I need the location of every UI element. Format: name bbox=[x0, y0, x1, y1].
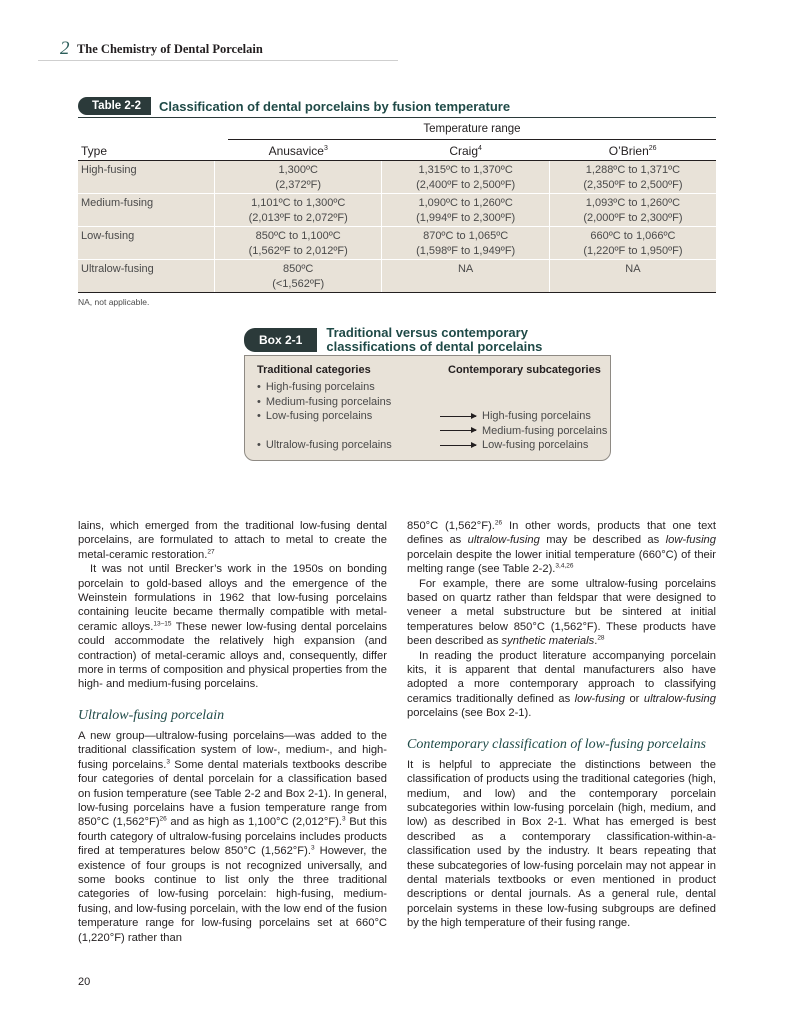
list-item bbox=[440, 424, 607, 439]
cell-line: 1,090ºC to 1,260ºC bbox=[418, 197, 513, 209]
cell-line: 870ºC to 1,065ºC bbox=[423, 230, 509, 242]
cell-line: 1,093ºC to 1,260ºC bbox=[585, 197, 681, 209]
cell-line: NA bbox=[625, 263, 641, 275]
list-item: • Medium-fusing porcelains bbox=[257, 395, 392, 410]
row-type: High-fusing bbox=[78, 161, 215, 194]
table-header-row bbox=[78, 140, 716, 161]
item-label: High-fusing porcelains bbox=[482, 410, 591, 422]
reference: 27 bbox=[207, 548, 215, 556]
cell-anusavice bbox=[215, 227, 382, 260]
reference: 26 bbox=[159, 815, 167, 823]
item-label: Low-fusing porcelains bbox=[482, 439, 589, 451]
text: may be described as bbox=[539, 534, 666, 547]
text: In other words, products that one text defines as bbox=[407, 520, 716, 547]
text: Some dental materials textbooks describe four categories of dental porcelain for a classification based on fusion temperature (see Table 2-2 and Box 2-1). In general, low-fusing porcelains have a fusion temperature range from 850°C (1,562°F) bbox=[78, 758, 387, 829]
contemporary-list bbox=[440, 409, 607, 453]
cell-line: 1,101ºC to 1,300ºC bbox=[251, 197, 346, 209]
reference: 28 bbox=[597, 634, 605, 642]
chapter-title: The Chemistry of Dental Porcelain bbox=[76, 42, 263, 56]
cell-line: 850ºC bbox=[283, 263, 314, 275]
text: For example, there are some ultralow-fusing porcelains based on quartz rather than feldspar that were designed to veneer a metal substructure but be sintered at initial temperatures below 850°C (1,562°F). These products have been described as bbox=[407, 577, 716, 648]
col-name: Craig bbox=[449, 144, 479, 158]
text: But this fourth category of ultralow-fusing porcelains includes products fired at temperatures below 850°C (1,562°F). bbox=[78, 816, 387, 858]
cell-line: 850ºC to 1,100ºC bbox=[255, 230, 341, 242]
page-number: 20 bbox=[78, 976, 91, 988]
list-item bbox=[440, 409, 607, 424]
row-type: Ultralow-fusing bbox=[78, 260, 215, 293]
text: or bbox=[625, 692, 644, 705]
cell-obrien bbox=[549, 260, 716, 293]
emphasis: low-fusing bbox=[665, 534, 717, 547]
cell-line: (2,400ºF to 2,500ºF) bbox=[416, 178, 516, 191]
reference: 13–15 bbox=[153, 620, 172, 628]
col-ref: 26 bbox=[648, 145, 657, 152]
cell-line: (2,000ºF to 2,300ºF) bbox=[583, 211, 683, 224]
cell-craig bbox=[382, 161, 549, 194]
paragraph bbox=[78, 519, 387, 562]
contemporary-header: Contemporary subcategories bbox=[448, 364, 601, 376]
cell-line: 1,315ºC to 1,370ºC bbox=[418, 164, 513, 176]
paragraph bbox=[78, 729, 387, 945]
chapter-number: 2 bbox=[60, 38, 70, 59]
col-ref: 3 bbox=[323, 145, 328, 152]
box-heading bbox=[244, 326, 542, 354]
table-row bbox=[78, 194, 716, 227]
col-header-anusavice bbox=[215, 140, 382, 161]
temperature-range-header: Temperature range bbox=[228, 118, 716, 140]
col-ref: 4 bbox=[478, 145, 482, 152]
table-row bbox=[78, 161, 716, 194]
table-2-2 bbox=[78, 96, 716, 307]
col-name: Anusavice bbox=[268, 144, 324, 158]
paragraph bbox=[407, 577, 716, 649]
text: However, the existence of four groups is not recognized universally, and some books continue to list only the three traditional categories of low-fusing porcelain: high-fusing, medium-fusing, and low-fusing porcelain, with the low end of the fusion temperature range for low-fusing porcelains set at 660°C (1,220°F) rather than bbox=[78, 845, 387, 944]
cell-obrien bbox=[549, 194, 716, 227]
text: 850°C (1,562°F). bbox=[407, 520, 495, 532]
col-header-type: Type bbox=[78, 140, 215, 161]
paragraph bbox=[407, 519, 716, 577]
cell-craig bbox=[382, 194, 549, 227]
reference: 3 bbox=[310, 844, 315, 852]
table-row bbox=[78, 227, 716, 260]
cell-obrien bbox=[549, 161, 716, 194]
text: In reading the product literature accompanying porcelain kits, it is apparent that dental manufacturers also have adopted a more contemporary approach to classifying ceramics traditionally defined as bbox=[407, 649, 716, 705]
cell-line: (1,220ºF to 1,950ºF) bbox=[583, 244, 683, 257]
table-title: Classification of dental porcelains by fusion temperature bbox=[159, 98, 511, 114]
col-name: O’Brien bbox=[608, 144, 649, 158]
cell-line: NA bbox=[457, 263, 474, 275]
text: These newer low-fusing dental porcelains could accommodate the relatively high expansion (and contraction) of metal-ceramic alloys and, consequently, differ more in terms of composition and physical properties from the high- and medium-fusing porcelains. bbox=[78, 620, 388, 691]
arrow-right-icon bbox=[440, 430, 476, 431]
list-item: • Ultralow-fusing porcelains bbox=[257, 438, 392, 453]
list-item: • Low-fusing porcelains bbox=[257, 409, 392, 424]
cell-obrien bbox=[549, 227, 716, 260]
right-column bbox=[407, 519, 716, 931]
reference: 3 bbox=[166, 757, 170, 765]
cell-line: (2,013ºF to 2,072ºF) bbox=[248, 211, 348, 224]
col-header-obrien bbox=[549, 140, 716, 161]
item-label: Medium-fusing porcelains bbox=[482, 424, 608, 437]
paragraph bbox=[407, 649, 716, 721]
reference: 3 bbox=[342, 815, 346, 823]
traditional-list bbox=[257, 380, 392, 453]
table-footnote: NA, not applicable. bbox=[78, 297, 150, 307]
col-header-craig bbox=[382, 140, 549, 161]
cell-anusavice bbox=[215, 260, 382, 293]
traditional-header: Traditional categories bbox=[257, 364, 371, 376]
list-item: • High-fusing porcelains bbox=[257, 380, 392, 395]
cell-line: (2,350ºF to 2,500ºF) bbox=[583, 178, 683, 191]
list-item bbox=[440, 438, 607, 453]
text: porcelain despite the lower initial temperature (660°C) of their melting range (see Table 2-2). bbox=[407, 548, 716, 576]
row-type: Medium-fusing bbox=[78, 194, 215, 227]
cell-anusavice bbox=[215, 194, 382, 227]
text: It was not until Brecker’s work in the 1950s on bonding porcelain to gold-based alloys and the emergence of the Weinstein formulations in 1962 that low-fusing porcelains containing leucite became thermally compatible with metal-ceramic alloys. bbox=[78, 563, 387, 633]
emphasis: ultralow-fusing bbox=[643, 692, 716, 705]
text: . bbox=[594, 635, 598, 648]
arrow-right-icon bbox=[440, 445, 476, 446]
cell-line: (1,562ºF to 2,012ºF) bbox=[248, 244, 348, 257]
cell-line: (<1,562ºF) bbox=[272, 277, 325, 290]
arrow-right-icon bbox=[440, 416, 476, 417]
text: and as high as 1,100°C (2,012°F). bbox=[166, 816, 343, 829]
box-title-line: classifications of dental porcelains bbox=[326, 339, 543, 354]
section-heading: Ultralow-fusing porcelain bbox=[78, 707, 225, 723]
classification-table bbox=[78, 140, 716, 293]
running-header bbox=[60, 38, 400, 60]
paragraph bbox=[78, 562, 387, 692]
text: porcelains (see Box 2-1). bbox=[407, 707, 532, 720]
table-label: Table 2-2 bbox=[78, 97, 151, 115]
box-title-line: Traditional versus contemporary bbox=[326, 325, 528, 340]
emphasis: low-fusing bbox=[574, 692, 626, 705]
cell-line: 660ºC to 1,066ºC bbox=[590, 230, 676, 242]
cell-anusavice bbox=[215, 161, 382, 194]
left-column bbox=[78, 519, 387, 945]
header-rule bbox=[38, 60, 398, 61]
row-type: Low-fusing bbox=[78, 227, 215, 260]
text: A new group—ultralow-fusing porcelains—was added to the traditional classification system of low-, medium-, and high-fusing porcelains. bbox=[78, 729, 387, 771]
paragraph: It is helpful to appreciate the distinctions between the classification of products using the traditional categories (high, medium, and low) and the contemporary porcelain subcategories within low-fusing porcelain (high, medium, and low) as described in Box 2-1. What has emerged is best described as a contemporary classification-within-a-classification used by the industry. It bears repeating that these subcategories of low-fusing porcelain may not appear in dental materials textbooks or even mentioned in product descriptions or dental journals. As a general rule, dental porcelain systems in these low-fusing subgroups are defined by the high temperature of their fusing range. bbox=[407, 758, 716, 930]
box-2-1 bbox=[244, 355, 611, 461]
table-heading bbox=[78, 96, 716, 116]
cell-craig bbox=[382, 260, 549, 293]
cell-line: 1,300ºC bbox=[278, 164, 318, 176]
section-heading: Contemporary classification of low-fusing porcelains bbox=[407, 736, 706, 752]
emphasis: ultralow-fusing bbox=[467, 534, 540, 547]
emphasis: synthetic materials bbox=[501, 635, 595, 648]
box-label: Box 2-1 bbox=[244, 328, 317, 352]
cell-craig bbox=[382, 227, 549, 260]
cell-line: 1,288ºC to 1,371ºC bbox=[585, 164, 681, 176]
cell-line: (1,994ºF to 2,300ºF) bbox=[416, 211, 516, 224]
text: lains, which emerged from the traditional low-fusing dental porcelains, are formulated to attach to metal to create the metal-ceramic restoration. bbox=[78, 520, 387, 561]
box-title bbox=[326, 326, 542, 354]
reference: 3,4,26 bbox=[555, 562, 574, 570]
table-row bbox=[78, 260, 716, 293]
cell-line: (2,372ºF) bbox=[275, 178, 321, 191]
reference: 26 bbox=[494, 519, 503, 527]
cell-line: (1,598ºF to 1,949ºF) bbox=[416, 244, 516, 257]
